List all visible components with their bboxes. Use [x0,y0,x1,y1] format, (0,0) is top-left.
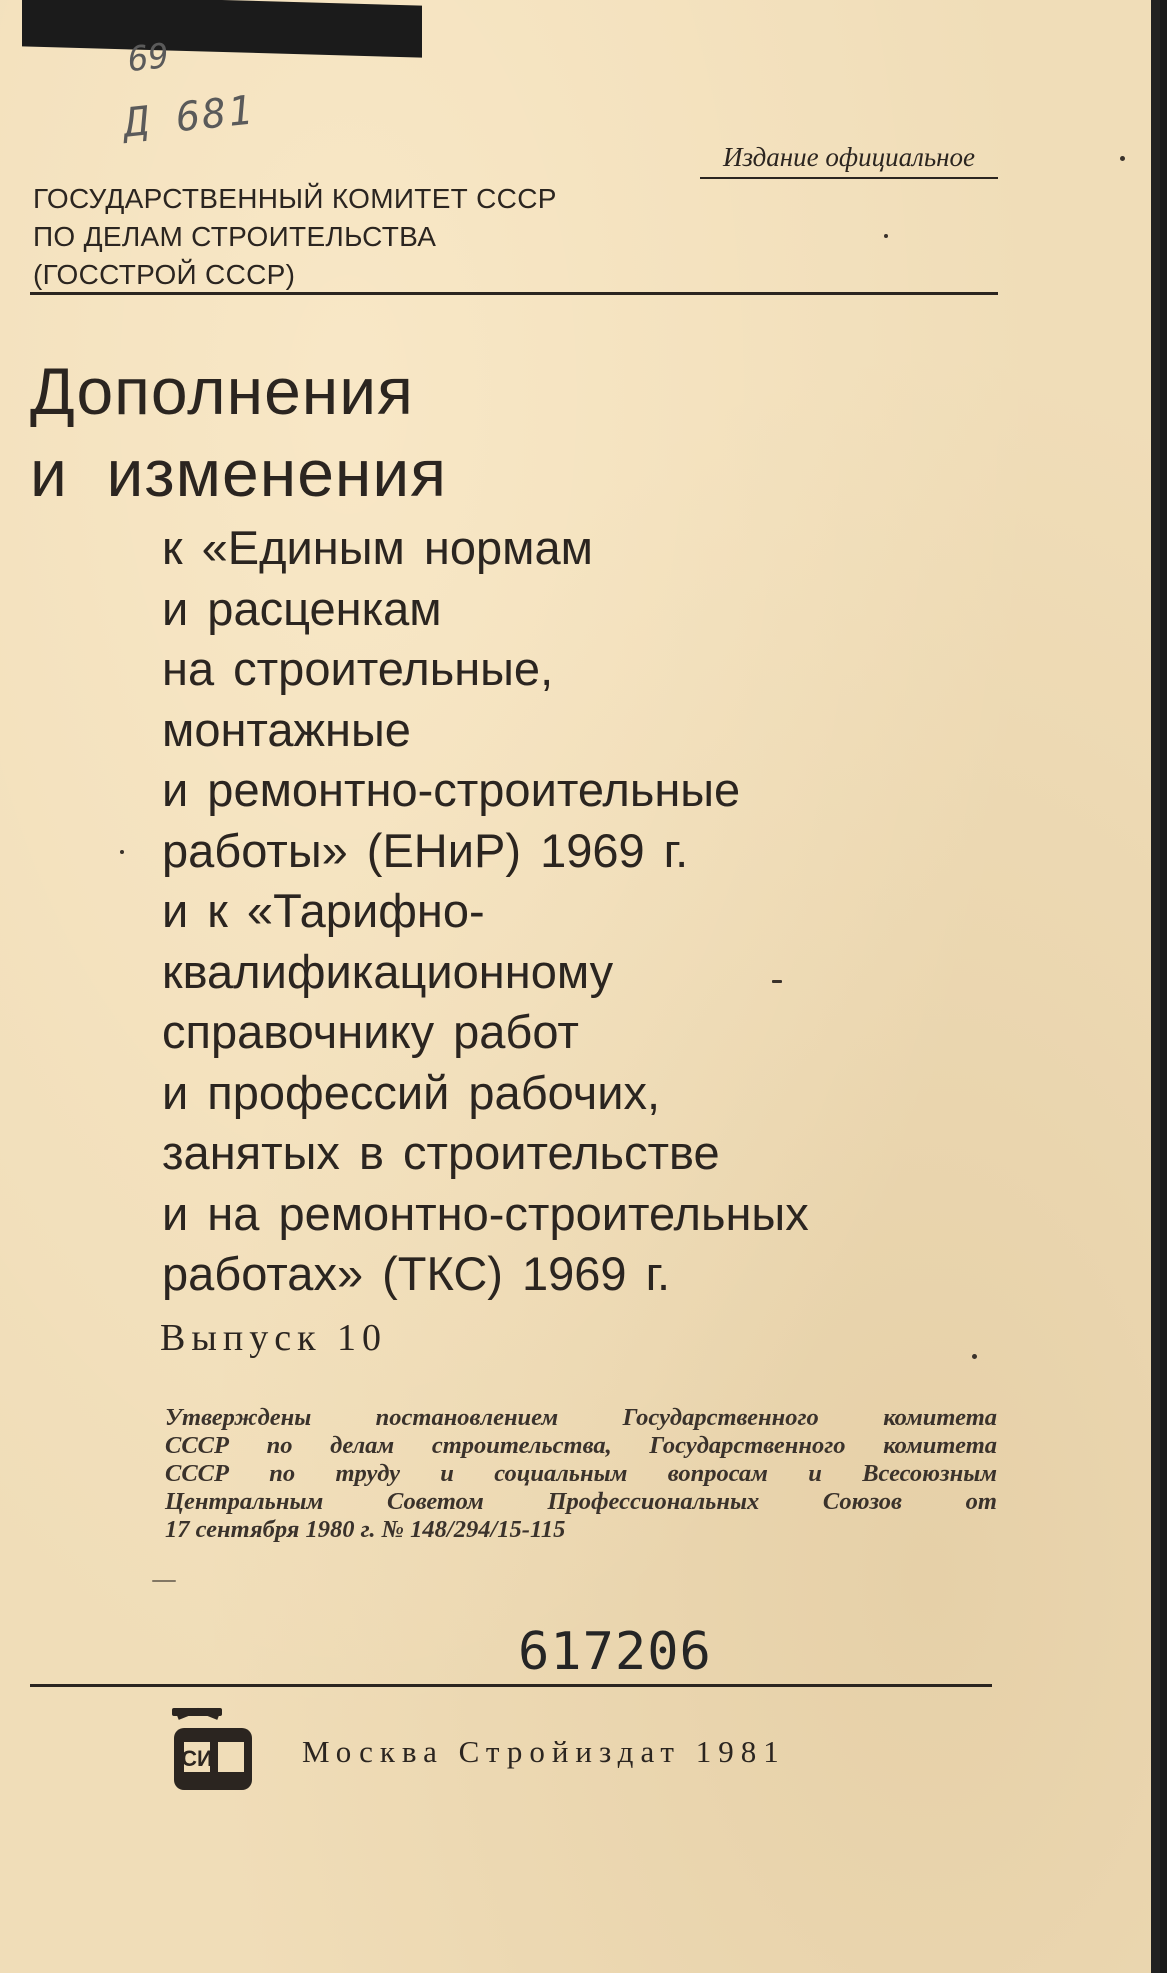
page-title [30,350,447,514]
subtitle-line: занятых в строительстве [162,1126,720,1179]
subtitle-line: квалификационному [162,944,614,998]
page-edge [1151,0,1160,1973]
print-speck [1120,156,1125,161]
logo-text: СИ [181,1746,213,1771]
tape-strip [22,0,422,58]
issue-number: Выпуск 10 [160,1317,388,1359]
subtitle-line: работы» (ЕНиР) 1969 г. [162,823,689,877]
subtitle-line: и к «Тарифно- [162,884,485,937]
stroyizdat-logo-icon [168,1704,258,1794]
print-speck [120,850,124,854]
subtitle-line: справочнику работ [162,1005,579,1058]
approval-line: СССР по делам строительства, Государственного комитета [165,1432,997,1459]
approval-statement [165,1404,997,1544]
approval-line: Утверждены постановлением Государственного комитета [165,1404,997,1431]
subtitle-line: на строительные, [162,642,554,695]
organization-line: ПО ДЕЛАМ СТРОИТЕЛЬСТВА [33,221,437,252]
subtitle-line: к «Единым нормам [162,521,593,574]
subtitle-line: и ремонтно-строительные [162,763,741,816]
subtitle-line: и расценкам [162,581,442,635]
inventory-number: 617206 [518,1622,712,1682]
header-divider [30,292,998,295]
subtitle-line: и на ремонтно-строительных [162,1186,809,1240]
title-line: и изменения [30,436,447,510]
approval-line: Центральным Советом Профессиональных Союзов от [165,1488,997,1515]
subtitle-line: работах» (ТКС) 1969 г. [162,1247,671,1300]
shelfmark-code: Д 681 [121,87,257,147]
organization-line: (ГОССТРОЙ СССР) [33,259,296,290]
print-speck [972,1354,977,1359]
subtitle-line: монтажные [162,702,411,756]
organization-block [33,180,557,294]
publisher-imprint: Москва Стройиздат 1981 [302,1734,786,1769]
print-speck [884,234,888,238]
title-line: Дополнения [30,354,414,428]
shelfmark-number: 69 [126,35,171,81]
document-subtitle [162,518,809,1305]
organization-line: ГОСУДАРСТВЕННЫЙ КОМИТЕТ СССР [33,183,557,214]
approval-line: СССР по труду и социальным вопросам и Всесоюзным [165,1460,997,1487]
subtitle-line: и профессий рабочих, [162,1065,661,1119]
print-speck [772,980,782,983]
official-edition-label: Издание официальное [700,142,998,179]
footer-divider [30,1684,992,1687]
approval-line: 17 сентября 1980 г. № 148/294/15-115 [165,1516,566,1543]
print-speck [152,1580,176,1582]
